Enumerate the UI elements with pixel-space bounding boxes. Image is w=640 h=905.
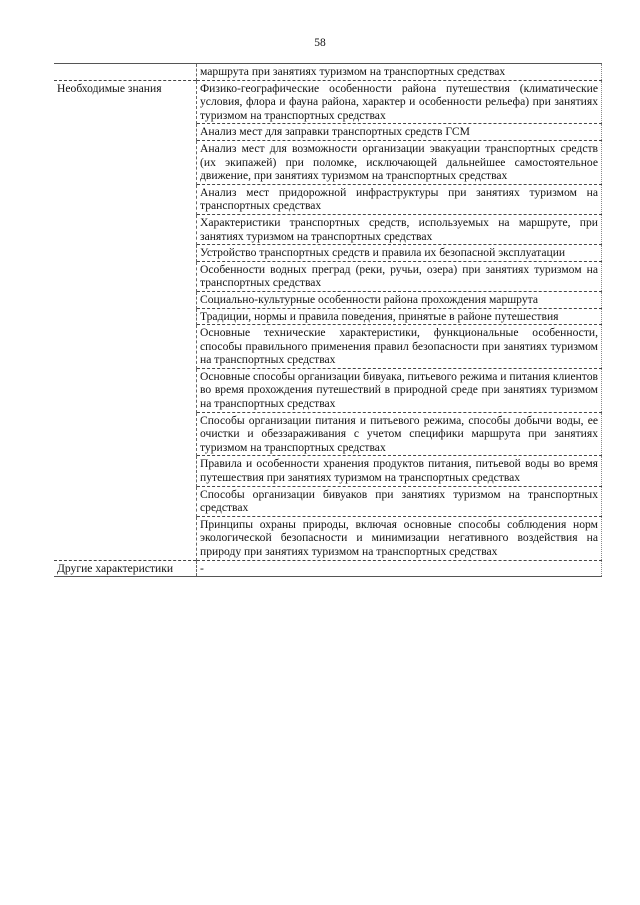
table-row (54, 184, 602, 214)
competency-table (54, 63, 602, 577)
knowledge-label-continuation (54, 486, 197, 516)
table-row (54, 245, 602, 262)
knowledge-item: Анализ мест для возможности организации эвакуации транспортных средств (их экипажей) при поломке, исключающей дальнейшее самостоятельное движение, при занятиях туризмом на транспортных средствах (197, 140, 602, 184)
table-row (54, 64, 602, 81)
knowledge-item: Анализ мест придорожной инфраструктуры при занятиях туризмом на транспортных средствах (197, 184, 602, 214)
knowledge-item: Способы организации бивуаков при занятиях туризмом на транспортных средствах (197, 486, 602, 516)
knowledge-item: Принципы охраны природы, включая основные способы соблюдения норм экологической безопасности и минимизации негативного воздействия на природу при занятиях туризмом на транспортных средствах (197, 516, 602, 560)
knowledge-label-continuation (54, 124, 197, 141)
table-row (54, 456, 602, 486)
knowledge-item: Физико-географические особенности района путешествия (климатические условия, флора и фауна района, характер и особенности рельефа) при занятиях туризмом на транспортных средствах (197, 80, 602, 124)
knowledge-item: Анализ мест для заправки транспортных средств ГСМ (197, 124, 602, 141)
table-row (54, 412, 602, 456)
table-row (54, 308, 602, 325)
knowledge-label-continuation (54, 516, 197, 560)
knowledge-label-continuation (54, 245, 197, 262)
table-row (54, 325, 602, 369)
table-row (54, 291, 602, 308)
knowledge-item: Правила и особенности хранения продуктов питания, питьевой воды во время путешествия при занятиях туризмом на транспортных средствах (197, 456, 602, 486)
knowledge-label-continuation (54, 325, 197, 369)
knowledge-item: Традиции, нормы и правила поведения, принятые в районе путешествия (197, 308, 602, 325)
table-row (54, 140, 602, 184)
knowledge-label-continuation (54, 456, 197, 486)
knowledge-label-continuation (54, 140, 197, 184)
knowledge-label-continuation (54, 214, 197, 244)
knowledge-label-continuation (54, 368, 197, 412)
table-row (54, 124, 602, 141)
knowledge-label-continuation (54, 291, 197, 308)
table-row (54, 486, 602, 516)
empty-label-cell (54, 64, 197, 81)
knowledge-label-continuation (54, 184, 197, 214)
knowledge-item: Основные способы организации бивуака, питьевого режима и питания клиентов во время прохождения путешествий в природной среде при занятиях туризмом на транспортных средствах (197, 368, 602, 412)
page-number: 58 (314, 37, 326, 49)
knowledge-item: Особенности водных преград (реки, ручьи, озера) при занятиях туризмом на транспортных средствах (197, 261, 602, 291)
knowledge-label-continuation (54, 412, 197, 456)
knowledge-label-continuation (54, 308, 197, 325)
continued-item: маршрута при занятиях туризмом на транспортных средствах (197, 64, 602, 81)
knowledge-item: Социально-культурные особенности района прохождения маршрута (197, 291, 602, 308)
table-row (54, 261, 602, 291)
table-row (54, 368, 602, 412)
knowledge-item: Основные технические характеристики, функциональные особенности, способы правильного применения правил безопасности при занятиях туризмом на транспортных средствах (197, 325, 602, 369)
knowledge-label: Необходимые знания (54, 80, 197, 124)
table-row (54, 214, 602, 244)
other-label: Другие характеристики (54, 560, 197, 577)
knowledge-label-continuation (54, 261, 197, 291)
table-row (54, 80, 602, 124)
table-row (54, 516, 602, 560)
knowledge-item: Способы организации питания и питьевого режима, способы добычи воды, ее очистки и обеззараживания с учетом специфики маршрута при занятиях туризмом на транспортных средствах (197, 412, 602, 456)
knowledge-item: Характеристики транспортных средств, используемых на маршруте, при занятиях туризмом на транспортных средствах (197, 214, 602, 244)
table-row (54, 560, 602, 577)
other-value: - (197, 560, 602, 577)
knowledge-item: Устройство транспортных средств и правила их безопасной эксплуатации (197, 245, 602, 262)
